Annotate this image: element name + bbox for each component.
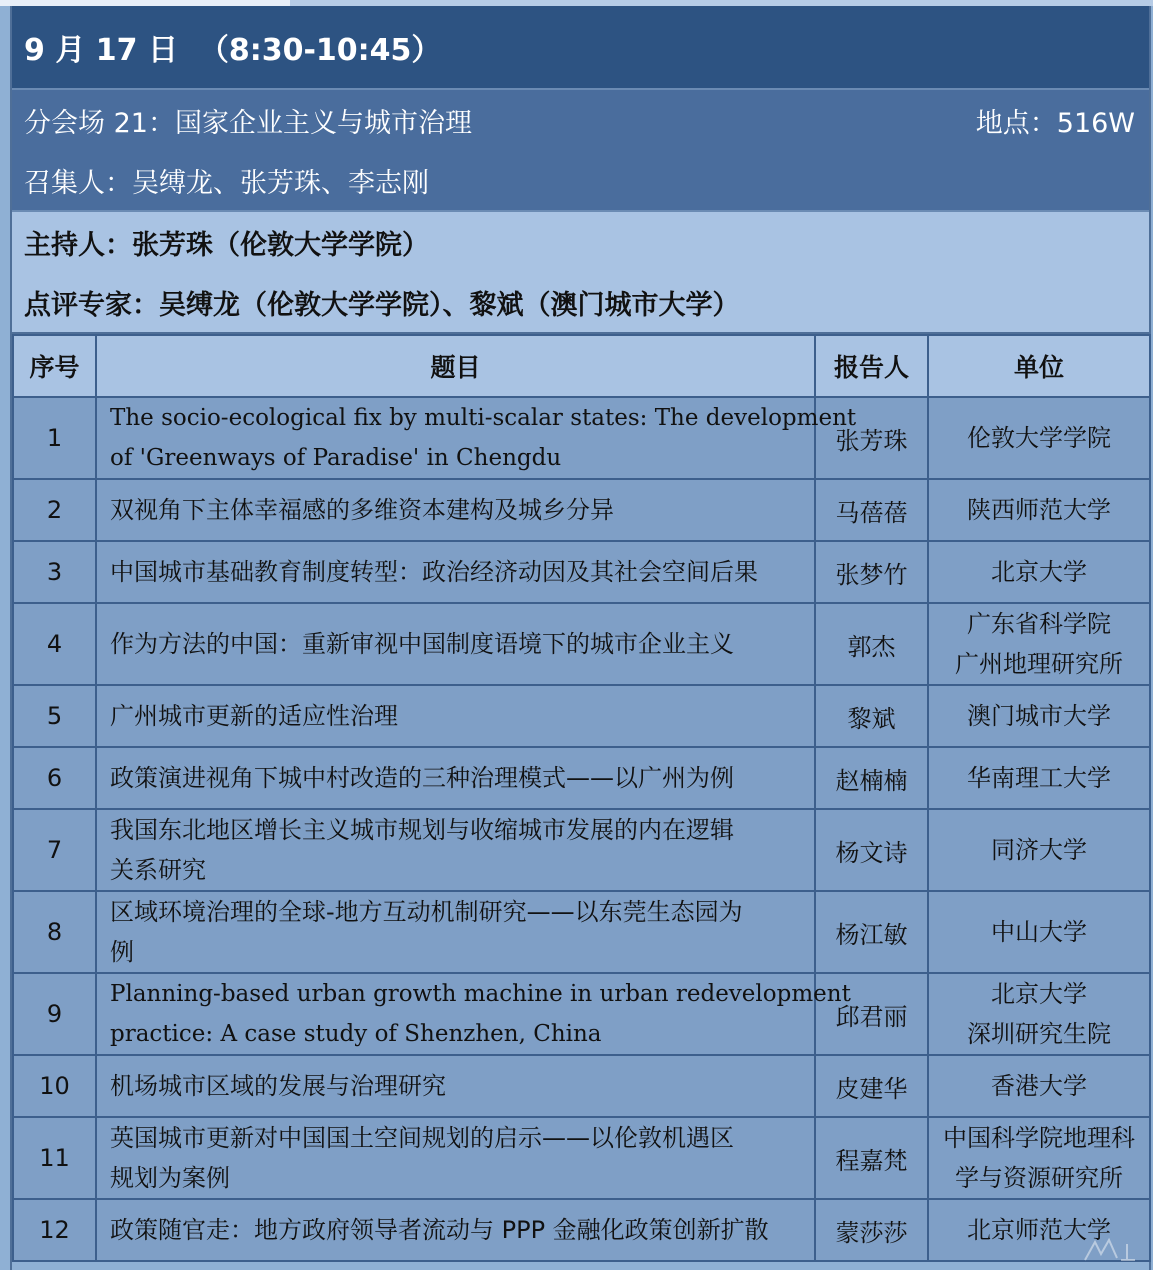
row-unit bbox=[928, 891, 1150, 973]
table-row bbox=[13, 603, 1150, 685]
row-num: 2 bbox=[13, 479, 96, 541]
row-unit bbox=[928, 973, 1150, 1055]
row-speaker: 张芳珠 bbox=[815, 397, 928, 479]
session-info bbox=[12, 90, 1149, 212]
table-row bbox=[13, 973, 1150, 1055]
row-unit bbox=[928, 541, 1150, 603]
row-unit-line: 香港大学 bbox=[991, 1072, 1087, 1100]
row-title bbox=[96, 397, 857, 479]
row-title bbox=[96, 747, 815, 809]
row-num: 12 bbox=[13, 1199, 96, 1261]
session-location: 地点：516W bbox=[975, 107, 1135, 139]
header-num: 序号 bbox=[13, 335, 96, 397]
row-unit bbox=[928, 1055, 1150, 1117]
row-unit bbox=[928, 747, 1150, 809]
date-header: 9 月 17 日 （8:30-10:45） bbox=[12, 6, 1149, 90]
row-title-line: 规划为案例 bbox=[110, 1164, 230, 1192]
row-speaker: 蒙莎莎 bbox=[815, 1199, 928, 1261]
row-num: 3 bbox=[13, 541, 96, 603]
row-title-line: 我国东北地区增长主义城市规划与收缩城市发展的内在逻辑 bbox=[110, 816, 734, 844]
row-speaker: 张梦竹 bbox=[815, 541, 928, 603]
row-title-line: practice: A case study of Shenzhen, China bbox=[110, 1021, 602, 1047]
row-unit-line: 同济大学 bbox=[991, 836, 1087, 864]
row-speaker: 马蓓蓓 bbox=[815, 479, 928, 541]
row-title bbox=[96, 541, 815, 603]
table-row bbox=[13, 479, 1150, 541]
row-title-line: 机场城市区域的发展与治理研究 bbox=[110, 1072, 446, 1100]
row-title-line: Planning-based urban growth machine in urban redevelopment bbox=[110, 981, 851, 1007]
table-row bbox=[13, 891, 1150, 973]
row-speaker: 邱君丽 bbox=[815, 973, 928, 1055]
table-row bbox=[13, 397, 1150, 479]
row-num: 7 bbox=[13, 809, 96, 891]
session-line bbox=[12, 90, 1149, 150]
row-title-line: 作为方法的中国：重新审视中国制度语境下的城市企业主义 bbox=[110, 630, 734, 658]
table-header-row bbox=[13, 335, 1150, 397]
row-num: 4 bbox=[13, 603, 96, 685]
row-speaker: 程嘉梵 bbox=[815, 1117, 928, 1199]
row-unit bbox=[928, 603, 1150, 685]
host: 主持人：张芳珠（伦敦大学学院） bbox=[24, 229, 429, 261]
table-row bbox=[13, 1117, 1150, 1199]
row-unit-line: 深圳研究生院 bbox=[967, 1020, 1111, 1048]
row-title bbox=[96, 685, 815, 747]
header-unit: 单位 bbox=[928, 335, 1150, 397]
row-speaker: 杨文诗 bbox=[815, 809, 928, 891]
row-num: 11 bbox=[13, 1117, 96, 1199]
row-num: 1 bbox=[13, 397, 96, 479]
row-title bbox=[96, 809, 815, 891]
schedule-card bbox=[10, 6, 1151, 1270]
table-row bbox=[13, 809, 1150, 891]
row-unit-line: 澳门城市大学 bbox=[967, 702, 1111, 730]
row-unit bbox=[928, 685, 1150, 747]
watermark-icon bbox=[1081, 1234, 1141, 1264]
row-title bbox=[96, 973, 851, 1055]
row-title bbox=[96, 1199, 815, 1261]
session-conveners: 召集人：吴缚龙、张芳珠、李志刚 bbox=[24, 167, 429, 199]
conveners-line bbox=[12, 150, 1149, 210]
row-speaker: 皮建华 bbox=[815, 1055, 928, 1117]
row-num: 9 bbox=[13, 973, 96, 1055]
row-speaker: 黎斌 bbox=[815, 685, 928, 747]
row-title bbox=[96, 891, 815, 973]
row-speaker: 杨江敏 bbox=[815, 891, 928, 973]
header-title: 题目 bbox=[96, 335, 815, 397]
reviewers: 点评专家：吴缚龙（伦敦大学学院）、黎斌（澳门城市大学） bbox=[24, 289, 740, 321]
schedule-table bbox=[12, 334, 1151, 1262]
row-num: 10 bbox=[13, 1055, 96, 1117]
row-title-line: of 'Greenways of Paradise' in Chengdu bbox=[110, 445, 562, 471]
row-unit-line: 北京师范大学 bbox=[967, 1216, 1111, 1244]
row-speaker: 赵楠楠 bbox=[815, 747, 928, 809]
row-unit-line: 中国科学院地理科 bbox=[943, 1124, 1135, 1152]
table-row bbox=[13, 685, 1150, 747]
header-speaker: 报告人 bbox=[815, 335, 928, 397]
table-row bbox=[13, 541, 1150, 603]
table-row bbox=[13, 1055, 1150, 1117]
row-num: 5 bbox=[13, 685, 96, 747]
row-unit-line: 中山大学 bbox=[991, 918, 1087, 946]
session-name: 分会场 21：国家企业主义与城市治理 bbox=[24, 107, 472, 139]
row-title-line: 政策演进视角下城中村改造的三种治理模式——以广州为例 bbox=[110, 764, 734, 792]
row-unit bbox=[928, 397, 1150, 479]
table-body bbox=[13, 397, 1150, 1261]
row-title bbox=[96, 1055, 815, 1117]
table-row bbox=[13, 747, 1150, 809]
row-title-line: 英国城市更新对中国国土空间规划的启示——以伦敦机遇区 bbox=[110, 1124, 734, 1152]
row-title-line: 政策随官走：地方政府领导者流动与 PPP 金融化政策创新扩散 bbox=[110, 1216, 769, 1244]
row-unit-line: 学与资源研究所 bbox=[955, 1164, 1123, 1192]
row-title-line: The socio-ecological fix by multi-scalar states: The development bbox=[110, 405, 857, 431]
row-unit bbox=[928, 1117, 1150, 1199]
row-title bbox=[96, 1117, 815, 1199]
row-title-line: 广州城市更新的适应性治理 bbox=[110, 702, 398, 730]
row-title bbox=[96, 479, 815, 541]
row-num: 6 bbox=[13, 747, 96, 809]
row-num: 8 bbox=[13, 891, 96, 973]
row-unit-line: 北京大学 bbox=[991, 558, 1087, 586]
row-unit-line: 伦敦大学学院 bbox=[967, 424, 1111, 452]
row-title-line: 双视角下主体幸福感的多维资本建构及城乡分异 bbox=[110, 496, 614, 524]
row-unit-line: 广东省科学院 bbox=[967, 610, 1111, 638]
row-title bbox=[96, 603, 815, 685]
row-title-line: 例 bbox=[110, 938, 134, 966]
row-unit-line: 北京大学 bbox=[991, 980, 1087, 1008]
table-row bbox=[13, 1199, 1150, 1261]
row-title-line: 关系研究 bbox=[110, 856, 206, 884]
row-title-line: 区域环境治理的全球-地方互动机制研究——以东莞生态园为 bbox=[110, 898, 743, 926]
row-unit bbox=[928, 479, 1150, 541]
row-title-line: 中国城市基础教育制度转型：政治经济动因及其社会空间后果 bbox=[110, 558, 758, 586]
row-unit bbox=[928, 809, 1150, 891]
host-info bbox=[12, 212, 1149, 334]
row-unit-line: 华南理工大学 bbox=[967, 764, 1111, 792]
row-speaker: 郭杰 bbox=[815, 603, 928, 685]
row-unit-line: 陕西师范大学 bbox=[967, 496, 1111, 524]
row-unit-line: 广州地理研究所 bbox=[955, 650, 1123, 678]
